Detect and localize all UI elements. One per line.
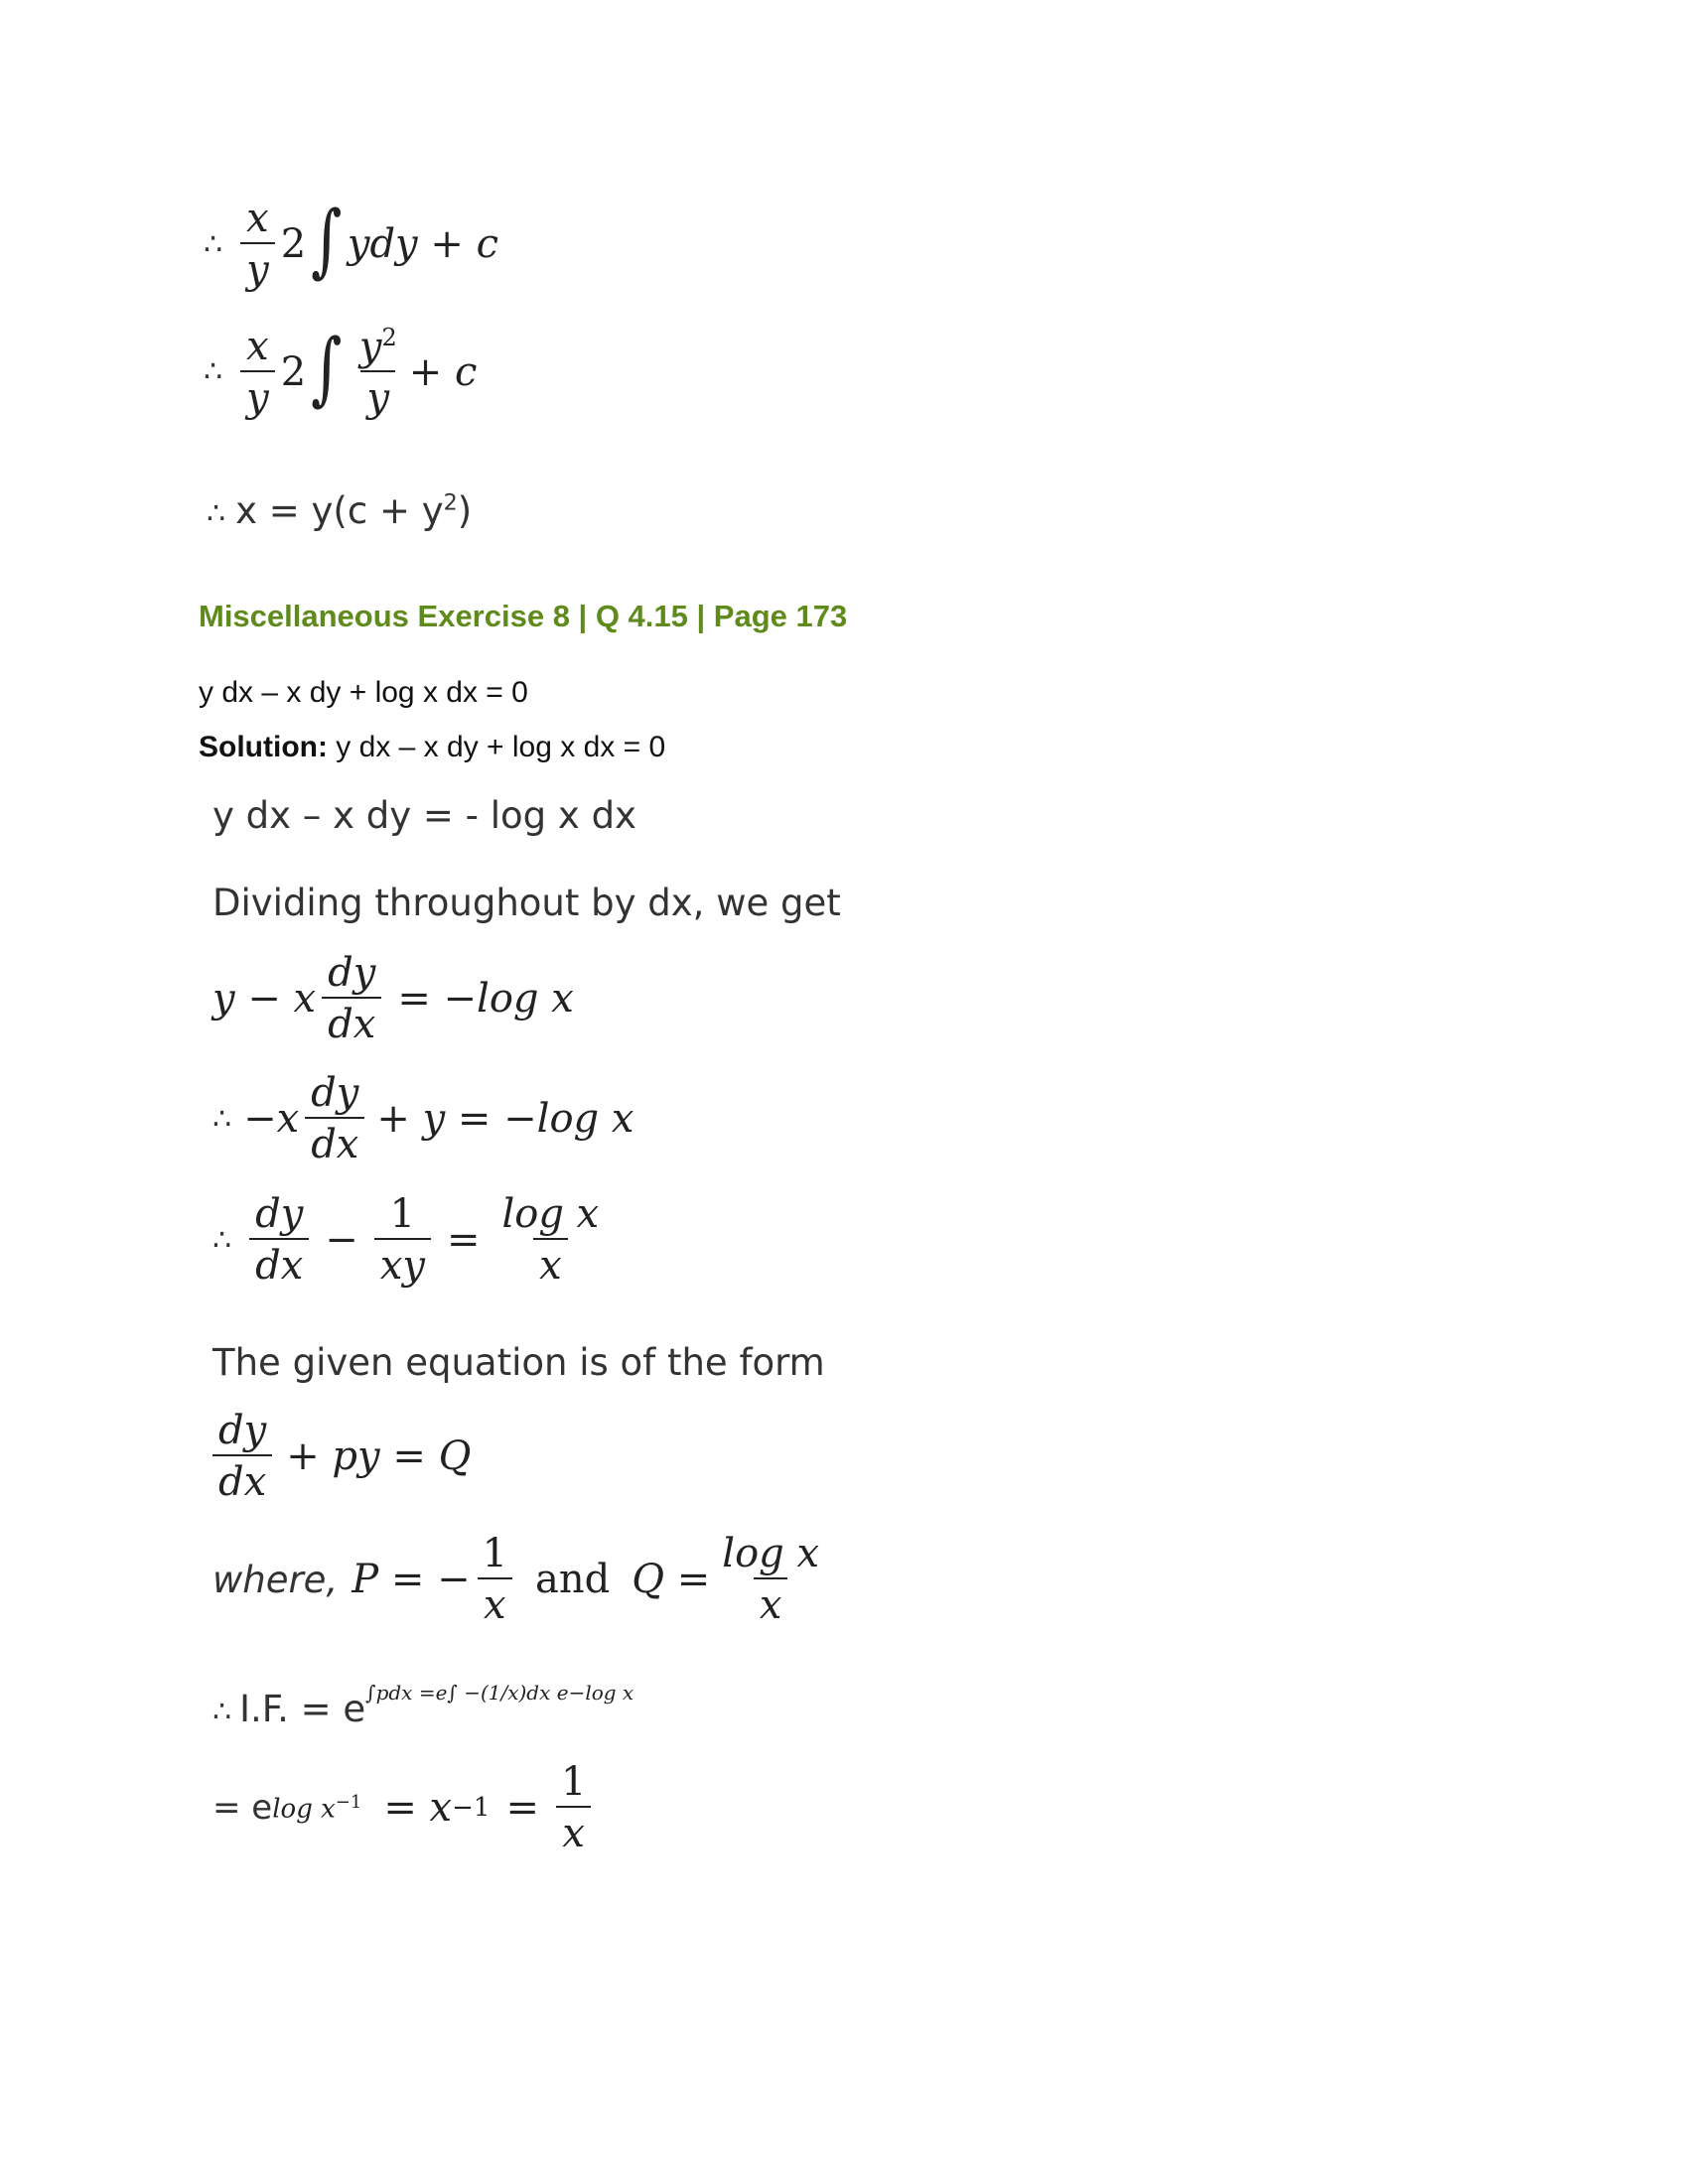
equation-step-1: y − x $\frac{dy}{dx}$ = −log x [212, 950, 574, 1047]
equation-line-3: ∴ $x = y(c + y^2)$ [207, 489, 473, 532]
fraction-dy-dx: $\frac{dy}{dx}$ [322, 953, 381, 1044]
fraction-logx-over-x: $\frac{\text{log x}}{x}$ [501, 1191, 600, 1289]
fraction-x-over-y: $\frac{x}{y}$ [240, 199, 275, 290]
equation-form: $\frac{dy}{dx}$ + py = Q [212, 1411, 471, 1502]
integrating-factor-result: = e $\log x^{-1}$ = x −1 = $\frac{1}{x}$ [212, 1762, 598, 1853]
equation-step-3: ∴ $\frac{dy}{dx}$ − $\frac{1}{xy}$ = $\frac{\text{log x}}{x}$ [212, 1194, 611, 1286]
integrand: ydy + c [347, 221, 498, 267]
step-text-3: The given equation is of the form [212, 1341, 825, 1384]
fraction-dy-dx: $\frac{dy}{dx}$ [212, 1411, 272, 1502]
therefore-symbol: ∴ [204, 354, 223, 390]
therefore-symbol: ∴ [207, 496, 226, 531]
equation-line-2: ∴ $\frac{x}{y}$ 2 ∫ $\frac{y^2}{y}$ + c [204, 321, 478, 422]
equation-step-2: ∴ −x $\frac{dy}{dx}$ + y = −log x [212, 1070, 634, 1167]
equation-where: where, P = − $\frac{1}{x}$ and Q = $\frac{\text{log x}}{x}$ [212, 1534, 831, 1625]
therefore-symbol: ∴ [204, 226, 223, 262]
fraction-1-over-x: $\frac{1}{x}$ [477, 1534, 513, 1625]
fraction-logx-over-x: $\frac{\text{log x}}{x}$ [722, 1531, 820, 1628]
integrating-factor-line: ∴ I.F. = $e^{\int pdx =e\int -(1/x)dx e-log x}$ [212, 1681, 634, 1730]
step-text-2: Dividing throughout by dx, we get [212, 882, 841, 924]
fraction-y2-over-y: $\frac{y^2}{y}$ [358, 324, 397, 422]
fraction-x-over-y: $\frac{x}{y}$ [240, 327, 275, 418]
integral-sign: ∫ [311, 194, 343, 286]
fraction-dy-dx: $\frac{dy}{dx}$ [305, 1073, 364, 1164]
integral-sign: ∫ [311, 321, 343, 414]
fraction-dy-dx: $\frac{dy}{dx}$ [249, 1194, 309, 1286]
therefore-symbol: ∴ [212, 1222, 232, 1258]
question-text: y dx – x dy + log x dx = 0 [199, 676, 528, 709]
therefore-symbol: ∴ [212, 1101, 232, 1137]
solution-line: Solution: y dx – x dy + log x dx = 0 [199, 731, 666, 763]
solution-label: Solution: [199, 731, 328, 763]
fraction-1-over-x: $\frac{1}{x}$ [555, 1762, 592, 1853]
equation-line-1: ∴ $\frac{x}{y}$ 2 ∫ ydy + c [204, 194, 498, 293]
exercise-heading: Miscellaneous Exercise 8 | Q 4.15 | Page 173 [199, 599, 848, 633]
step-text-1: y dx – x dy = - log x dx [212, 794, 636, 837]
fraction-1-over-xy: $\frac{1}{xy}$ [374, 1194, 431, 1286]
therefore-symbol: ∴ [212, 1695, 232, 1729]
